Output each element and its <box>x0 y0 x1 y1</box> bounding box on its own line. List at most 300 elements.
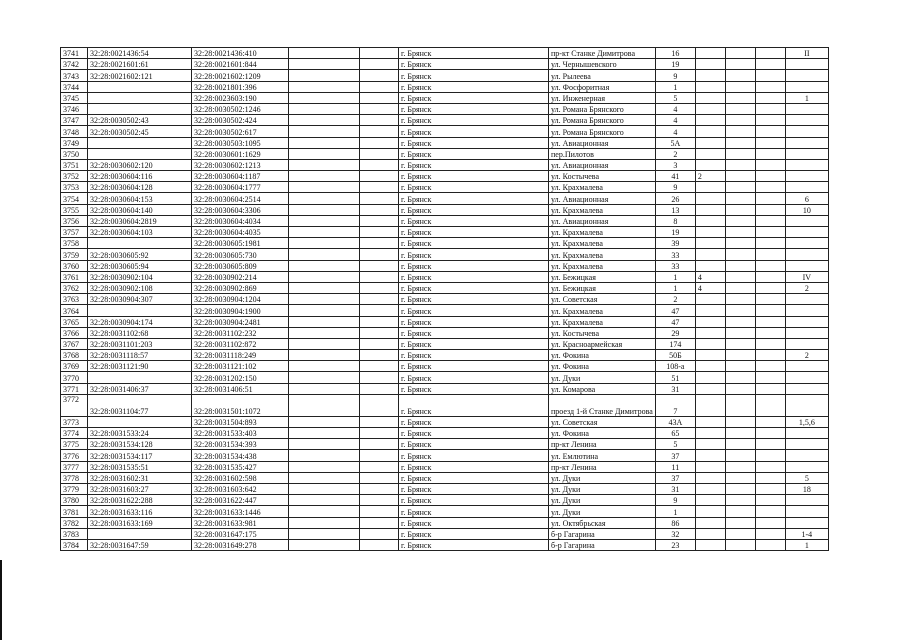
table-row <box>61 193 829 204</box>
table-cell <box>289 338 360 349</box>
table-row <box>61 294 829 305</box>
table-cell: 8 <box>655 215 695 226</box>
table-cell: 32:28:0030604:2514 <box>192 193 289 204</box>
table-cell <box>755 372 785 383</box>
table-cell: 3756 <box>61 215 88 226</box>
table-cell: ул. Крахмалева <box>549 238 656 249</box>
table-cell: 1 <box>655 282 695 293</box>
table-cell <box>785 215 828 226</box>
table-cell: 32:28:0031622:447 <box>192 495 289 506</box>
table-cell: 3773 <box>61 416 88 427</box>
table-cell <box>289 372 360 383</box>
table-row <box>61 126 829 137</box>
table-cell <box>289 193 360 204</box>
table-cell <box>360 227 399 238</box>
table-cell <box>755 294 785 305</box>
table-row <box>61 249 829 260</box>
table-cell: 3769 <box>61 361 88 372</box>
table-cell: 3751 <box>61 159 88 170</box>
table-cell <box>755 59 785 70</box>
table-cell <box>725 48 755 59</box>
table-cell: 32:28:0030604:103 <box>88 227 192 238</box>
table-row <box>61 238 829 249</box>
table-cell: 32:28:0031633:116 <box>88 506 192 517</box>
table-cell: 32:28:0031102:872 <box>192 338 289 349</box>
table-cell <box>289 316 360 327</box>
table-cell <box>755 103 785 114</box>
table-cell: ул. Романа Брянского <box>549 126 656 137</box>
table-cell <box>695 294 725 305</box>
table-cell: 32:28:0030604:1187 <box>192 171 289 182</box>
table-cell <box>695 238 725 249</box>
table-cell: 1 <box>655 506 695 517</box>
table-cell: 86 <box>655 517 695 528</box>
table-cell: 32:28:0030604:140 <box>88 204 192 215</box>
table-cell <box>725 159 755 170</box>
table-cell: 4 <box>655 103 695 114</box>
table-cell <box>785 81 828 92</box>
table-cell <box>695 517 725 528</box>
table-cell: ул. Советская <box>549 416 656 427</box>
table-cell: 32:28:0021602:1209 <box>192 70 289 81</box>
table-cell: 65 <box>655 428 695 439</box>
table-cell <box>695 249 725 260</box>
table-cell: 32:28:0031534:128 <box>88 439 192 450</box>
table-cell <box>785 148 828 159</box>
table-cell: 9 <box>655 70 695 81</box>
table-cell: г. Брянск <box>399 159 549 170</box>
table-cell <box>755 249 785 260</box>
table-cell: г. Брянск <box>399 461 549 472</box>
table-cell <box>755 215 785 226</box>
table-cell <box>360 260 399 271</box>
table-cell <box>785 361 828 372</box>
table-cell: 26 <box>655 193 695 204</box>
table-cell <box>360 271 399 282</box>
table-cell: 3761 <box>61 271 88 282</box>
table-cell: 32:28:0030604:3306 <box>192 204 289 215</box>
table-cell: 32:28:0030502:45 <box>88 126 192 137</box>
table-cell: ул. Крахмалева <box>549 182 656 193</box>
table-cell: 16 <box>655 48 695 59</box>
table-cell: 10 <box>785 204 828 215</box>
table-cell <box>360 372 399 383</box>
table-cell: 32:28:0030604:4035 <box>192 227 289 238</box>
table-cell: 32:28:0030904:1900 <box>192 305 289 316</box>
table-cell <box>289 483 360 494</box>
table-cell <box>725 70 755 81</box>
table-cell <box>289 126 360 137</box>
table-cell: г. Брянск <box>399 59 549 70</box>
table-cell <box>725 215 755 226</box>
table-cell <box>755 193 785 204</box>
table-cell <box>725 126 755 137</box>
table-cell: 33 <box>655 249 695 260</box>
table-cell <box>88 103 192 114</box>
table-cell <box>695 439 725 450</box>
table-cell: 32:28:0030502:424 <box>192 115 289 126</box>
table-cell <box>360 383 399 394</box>
table-cell <box>695 327 725 338</box>
table-cell <box>725 249 755 260</box>
table-cell <box>785 428 828 439</box>
table-cell: г. Брянск <box>399 450 549 461</box>
table-cell: 32:28:0030602:120 <box>88 159 192 170</box>
table-row <box>61 394 829 416</box>
table-cell: 3744 <box>61 81 88 92</box>
table-cell: 32:28:0031633:981 <box>192 517 289 528</box>
table-cell: 32:28:0031633:169 <box>88 517 192 528</box>
table-cell: 3741 <box>61 48 88 59</box>
table-cell <box>785 171 828 182</box>
table-cell: 1 <box>785 539 828 550</box>
table-cell <box>755 316 785 327</box>
table-cell: пер.Пилотов <box>549 148 656 159</box>
table-cell: г. Брянск <box>399 115 549 126</box>
table-cell: 13 <box>655 204 695 215</box>
table-cell: г. Брянск <box>399 495 549 506</box>
table-cell: 32:28:0031649:278 <box>192 539 289 550</box>
table-cell <box>785 227 828 238</box>
table-cell <box>725 103 755 114</box>
table-cell <box>755 271 785 282</box>
table-cell <box>289 416 360 427</box>
table-cell: 32:28:0031118:57 <box>88 350 192 361</box>
table-cell <box>725 372 755 383</box>
table-cell: 32:28:0031406:51 <box>192 383 289 394</box>
table-cell <box>785 327 828 338</box>
table-row <box>61 103 829 114</box>
table-cell <box>289 103 360 114</box>
table-row <box>61 350 829 361</box>
table-cell <box>360 338 399 349</box>
table-cell: 32:28:0021601:61 <box>88 59 192 70</box>
table-cell: г. Брянск <box>399 81 549 92</box>
table-cell <box>695 148 725 159</box>
table-cell: 32:28:0031534:438 <box>192 450 289 461</box>
table-row <box>61 227 829 238</box>
table-cell <box>695 103 725 114</box>
table-cell: г. Брянск <box>399 126 549 137</box>
table-cell: г. Брянск <box>399 517 549 528</box>
table-cell <box>360 81 399 92</box>
table-cell: 32:28:0030502:1246 <box>192 103 289 114</box>
table-cell <box>289 539 360 550</box>
table-cell: 2 <box>785 282 828 293</box>
table-cell <box>289 394 360 416</box>
table-cell <box>695 260 725 271</box>
table-cell: г. Брянск <box>399 294 549 305</box>
table-cell: ул. Костычева <box>549 171 656 182</box>
table-cell: 3763 <box>61 294 88 305</box>
table-row <box>61 450 829 461</box>
table-cell <box>725 182 755 193</box>
table-cell: 32:28:0021602:121 <box>88 70 192 81</box>
table-cell <box>785 115 828 126</box>
table-cell: г. Брянск <box>399 282 549 293</box>
table-cell: 31 <box>655 483 695 494</box>
table-cell <box>289 204 360 215</box>
table-cell <box>725 439 755 450</box>
table-cell: ул. Советская <box>549 294 656 305</box>
table-cell: 3766 <box>61 327 88 338</box>
table-cell <box>360 137 399 148</box>
table-cell <box>725 115 755 126</box>
table-row <box>61 159 829 170</box>
table-cell: пр-кт Станке Димитрова <box>549 48 656 59</box>
table-cell: 32:28:0030904:307 <box>88 294 192 305</box>
table-cell <box>695 92 725 103</box>
table-cell: 32:28:0030902:108 <box>88 282 192 293</box>
table-cell <box>360 182 399 193</box>
table-cell: ул. Костычева <box>549 327 656 338</box>
table-cell: 3776 <box>61 450 88 461</box>
table-cell: г. Брянск <box>399 338 549 349</box>
table-cell: ул. Крахмалева <box>549 249 656 260</box>
table-cell: 1-4 <box>785 528 828 539</box>
table-cell: 3758 <box>61 238 88 249</box>
table-cell <box>289 137 360 148</box>
table-cell <box>360 171 399 182</box>
table-cell <box>755 159 785 170</box>
table-cell: 32:28:0031118:249 <box>192 350 289 361</box>
table-cell: 19 <box>655 227 695 238</box>
table-row <box>61 528 829 539</box>
table-cell: ул. Романа Брянского <box>549 115 656 126</box>
table-cell: 3771 <box>61 383 88 394</box>
table-cell: ул. Инженерная <box>549 92 656 103</box>
table-cell <box>289 282 360 293</box>
table-cell: 3784 <box>61 539 88 550</box>
table-cell <box>88 238 192 249</box>
table-cell: ул. Фокина <box>549 361 656 372</box>
table-cell <box>695 495 725 506</box>
table-cell <box>360 249 399 260</box>
table-cell: 32:28:0030502:43 <box>88 115 192 126</box>
table-cell: 29 <box>655 327 695 338</box>
table-cell <box>785 260 828 271</box>
table-cell: г. Брянск <box>399 137 549 148</box>
table-cell: 37 <box>655 472 695 483</box>
table-cell <box>360 528 399 539</box>
table-cell: 18 <box>785 483 828 494</box>
table-cell <box>289 148 360 159</box>
table-cell <box>755 383 785 394</box>
table-cell <box>360 282 399 293</box>
table-row <box>61 416 829 427</box>
table-cell: ул. Бежицкая <box>549 271 656 282</box>
table-cell <box>725 450 755 461</box>
table-cell <box>785 383 828 394</box>
table-cell <box>755 472 785 483</box>
table-cell: 32:28:0031647:59 <box>88 539 192 550</box>
table-cell <box>755 204 785 215</box>
table-cell <box>695 137 725 148</box>
table-cell <box>695 383 725 394</box>
table-cell <box>360 439 399 450</box>
table-row <box>61 472 829 483</box>
table-cell: 32:28:0030604:128 <box>88 182 192 193</box>
table-cell: г. Брянск <box>399 428 549 439</box>
table-cell: 23 <box>655 539 695 550</box>
table-cell <box>695 394 725 416</box>
table-cell: 4 <box>655 115 695 126</box>
table-cell <box>289 59 360 70</box>
table-cell: 32:28:0023603:190 <box>192 92 289 103</box>
table-cell: ул. Романа Брянского <box>549 103 656 114</box>
table-cell <box>360 495 399 506</box>
table-cell <box>695 59 725 70</box>
table-row <box>61 215 829 226</box>
table-cell <box>785 137 828 148</box>
table-cell <box>289 461 360 472</box>
table-cell: 174 <box>655 338 695 349</box>
table-cell <box>725 294 755 305</box>
table-cell <box>755 506 785 517</box>
table-cell: ул. Бежицкая <box>549 282 656 293</box>
table-cell: 3752 <box>61 171 88 182</box>
table-cell: 3774 <box>61 428 88 439</box>
table-cell: 3750 <box>61 148 88 159</box>
table-cell <box>360 483 399 494</box>
table-cell: 32:28:0030604:2819 <box>88 215 192 226</box>
table-cell: 32:28:0030904:1204 <box>192 294 289 305</box>
table-cell <box>785 249 828 260</box>
table-cell: 2 <box>785 350 828 361</box>
table-cell <box>695 539 725 550</box>
table-row <box>61 461 829 472</box>
table-cell <box>289 81 360 92</box>
table-cell <box>725 238 755 249</box>
table-row <box>61 338 829 349</box>
table-cell: ул. Емлютина <box>549 450 656 461</box>
table-cell: г. Брянск <box>399 305 549 316</box>
table-row <box>61 81 829 92</box>
table-cell <box>725 260 755 271</box>
table-cell <box>755 115 785 126</box>
table-cell: 3757 <box>61 227 88 238</box>
table-cell: 32:28:0030605:730 <box>192 249 289 260</box>
table-cell: 32:28:0031102:68 <box>88 327 192 338</box>
table-cell <box>755 126 785 137</box>
table-cell: ул. Рылеева <box>549 70 656 81</box>
table-cell: 32:28:0030605:1981 <box>192 238 289 249</box>
table-cell <box>360 126 399 137</box>
table-cell <box>695 461 725 472</box>
table-cell: ул. Крахмалева <box>549 204 656 215</box>
table-cell: г. Брянск <box>399 372 549 383</box>
table-cell <box>725 148 755 159</box>
table-cell: ул. Дуки <box>549 506 656 517</box>
table-cell: 32:28:0031603:27 <box>88 483 192 494</box>
table-cell: г. Брянск <box>399 171 549 182</box>
table-cell <box>289 294 360 305</box>
table-cell <box>360 193 399 204</box>
table-cell: ул. Фокина <box>549 428 656 439</box>
table-cell: IV <box>785 271 828 282</box>
table-cell <box>695 350 725 361</box>
table-body <box>61 48 829 551</box>
table-cell: г. Брянск <box>399 439 549 450</box>
table-cell: 3779 <box>61 483 88 494</box>
table-cell: 33 <box>655 260 695 271</box>
table-cell: 32:28:0030601:1629 <box>192 148 289 159</box>
table-cell: 32:28:0030904:2481 <box>192 316 289 327</box>
table-cell: 50Б <box>655 350 695 361</box>
table-cell: 3764 <box>61 305 88 316</box>
table-cell <box>360 115 399 126</box>
table-cell <box>755 48 785 59</box>
table-cell <box>289 439 360 450</box>
table-cell: г. Брянск <box>399 182 549 193</box>
table-cell: 3745 <box>61 92 88 103</box>
table-cell <box>725 416 755 427</box>
table-cell <box>755 428 785 439</box>
table-row <box>61 506 829 517</box>
table-cell: 47 <box>655 316 695 327</box>
table-cell: г. Брянск <box>399 215 549 226</box>
table-cell <box>289 327 360 338</box>
table-cell: 32:28:0031602:598 <box>192 472 289 483</box>
table-cell <box>360 539 399 550</box>
table-cell: 5А <box>655 137 695 148</box>
table-cell: 32:28:0031535:51 <box>88 461 192 472</box>
table-cell: г. Брянск <box>399 70 549 81</box>
table-cell <box>360 215 399 226</box>
table-cell <box>289 182 360 193</box>
table-cell <box>785 495 828 506</box>
table-cell: 32:28:0031535:427 <box>192 461 289 472</box>
table-cell <box>725 483 755 494</box>
table-row <box>61 48 829 59</box>
table-cell: 3747 <box>61 115 88 126</box>
table-cell <box>695 316 725 327</box>
table-cell: 3772 <box>61 394 88 416</box>
table-cell <box>88 148 192 159</box>
table-cell: ул. Чернышевского <box>549 59 656 70</box>
table-cell <box>695 227 725 238</box>
table-cell <box>289 361 360 372</box>
table-cell: ул. Фокина <box>549 350 656 361</box>
table-cell: ул. Красноармейская <box>549 338 656 349</box>
table-cell <box>695 416 725 427</box>
table-cell <box>360 294 399 305</box>
table-cell: ул. Комарова <box>549 383 656 394</box>
table-cell <box>360 204 399 215</box>
table-cell: ул. Авиационная <box>549 193 656 204</box>
table-cell <box>360 59 399 70</box>
table-cell: 32:28:0030502:617 <box>192 126 289 137</box>
table-cell <box>88 528 192 539</box>
table-cell: 32:28:0031622:288 <box>88 495 192 506</box>
table-cell: 32:28:0030902:104 <box>88 271 192 282</box>
table-cell <box>695 182 725 193</box>
table-cell: ул. Дуки <box>549 483 656 494</box>
table-cell <box>755 361 785 372</box>
table-cell: 32:28:0030902:214 <box>192 271 289 282</box>
table-cell: 32:28:0031504:893 <box>192 416 289 427</box>
table-cell: ул. Фосфоритная <box>549 81 656 92</box>
table-cell <box>725 81 755 92</box>
table-cell <box>289 450 360 461</box>
table-cell <box>695 361 725 372</box>
table-cell: г. Брянск <box>399 539 549 550</box>
table-row <box>61 271 829 282</box>
table-cell: 3770 <box>61 372 88 383</box>
table-cell: г. Брянск <box>399 204 549 215</box>
table-cell: 32:28:0021436:54 <box>88 48 192 59</box>
table-cell: г. Брянск <box>399 472 549 483</box>
